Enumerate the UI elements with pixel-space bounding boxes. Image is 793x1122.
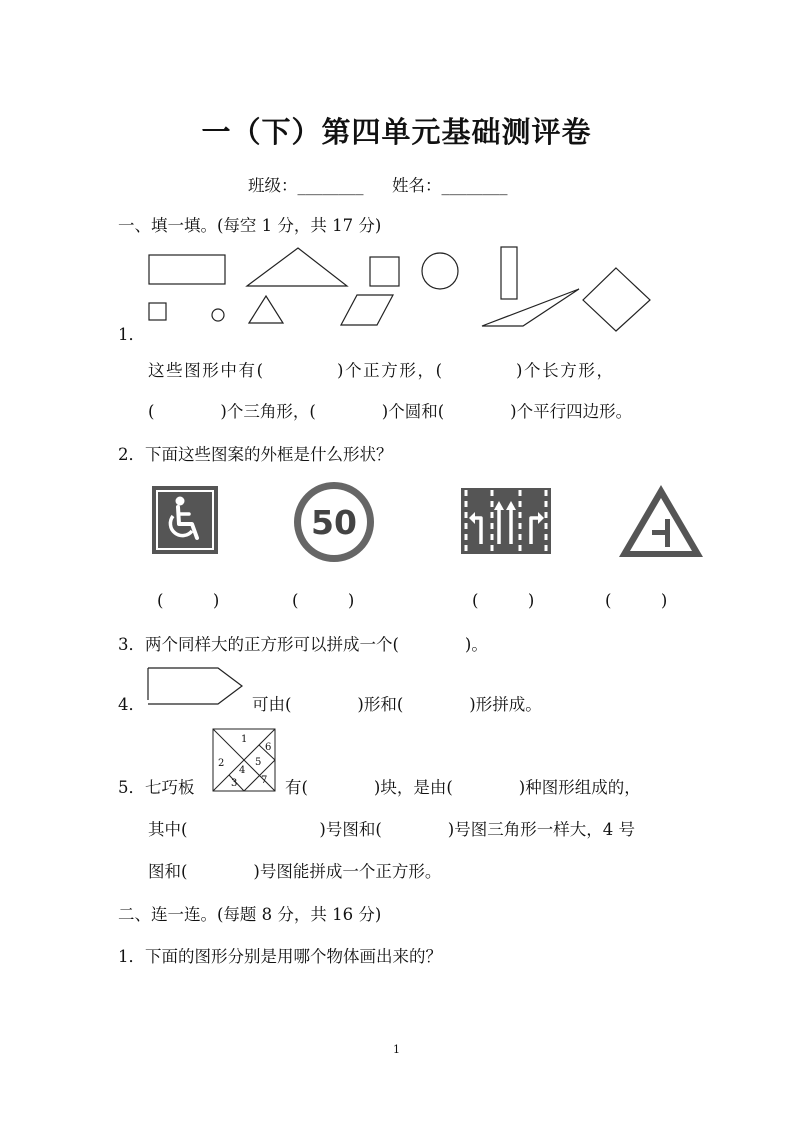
speed-limit-sign-icon <box>293 481 375 563</box>
q5-line2: 其中( )号图和( )号图三角形一样大，4 号 <box>148 820 635 839</box>
shape-diamond-square <box>583 268 650 331</box>
section1-header: 一、填一填。(每空 1 分，共 17 分) <box>118 216 382 235</box>
shape-circle-small <box>212 309 224 321</box>
tangram-label-1: 1 <box>241 734 248 745</box>
page-title: 一（下）第四单元基础测评卷 <box>201 115 592 149</box>
class-blank: ________ <box>297 176 364 195</box>
tangram-figure <box>212 728 276 792</box>
shape-rectangle-wide <box>149 255 225 284</box>
shape-triangle-large <box>247 248 347 286</box>
shape-triangle-small <box>249 296 283 323</box>
q1-number: 1． <box>118 325 145 344</box>
tangram-label-6: 6 <box>265 742 272 753</box>
shape-triangle-thin <box>482 289 579 326</box>
q1-line2: ( )个三角形，( )个圆和( )个平行四边形。 <box>148 402 633 421</box>
speed-limit-text: 50 <box>311 503 357 542</box>
junction-warning-sign-icon <box>617 483 705 559</box>
section2-header: 二、连一连。(每题 8 分，共 16 分) <box>118 905 382 924</box>
q5-prefix: 5．七巧板 <box>118 778 195 797</box>
wheelchair-sign-icon <box>152 486 218 554</box>
shape-rectangle-tall <box>501 247 517 299</box>
tangram-label-2: 2 <box>218 758 225 769</box>
q3-text: 3．两个同样大的正方形可以拼成一个( )。 <box>118 635 488 654</box>
tangram-label-5: 5 <box>255 757 262 768</box>
q2-answer-2: ( ) <box>292 591 355 610</box>
q5-line3: 图和( )号图能拼成一个正方形。 <box>148 862 442 881</box>
q4-number: 4． <box>118 695 145 714</box>
page-number: 1 <box>393 1043 400 1056</box>
tangram-label-3: 3 <box>231 778 238 789</box>
q2-answer-1: ( ) <box>157 591 220 610</box>
shape-circle-large <box>422 253 458 289</box>
q2-answer-4: ( ) <box>605 591 668 610</box>
lane-direction-sign-icon <box>461 488 551 554</box>
q5-line1-rest: 有( )块，是由( )种图形组成的， <box>285 778 641 797</box>
tangram-label-4: 4 <box>239 765 246 776</box>
q4-pentagon-figure <box>146 666 246 708</box>
q2-answer-3: ( ) <box>472 591 535 610</box>
q1-line1: 这些图形中有( )个正方形，( )个长方形， <box>148 361 615 380</box>
shape-square-medium <box>370 257 399 286</box>
tangram-label-7: 7 <box>261 775 268 786</box>
q4-text: 可由( )形和( )形拼成。 <box>252 695 542 714</box>
section2-q1-text: 1．下面的图形分别是用哪个物体画出来的？ <box>118 947 442 966</box>
q2-text: 2．下面这些图案的外框是什么形状？ <box>118 445 393 464</box>
q1-shapes-figure <box>0 0 793 340</box>
class-label: 班级： <box>248 176 298 195</box>
shape-parallelogram <box>341 295 393 325</box>
shape-square-small <box>149 303 166 320</box>
name-label: 姓名： <box>392 176 442 195</box>
name-blank: ________ <box>441 176 508 195</box>
